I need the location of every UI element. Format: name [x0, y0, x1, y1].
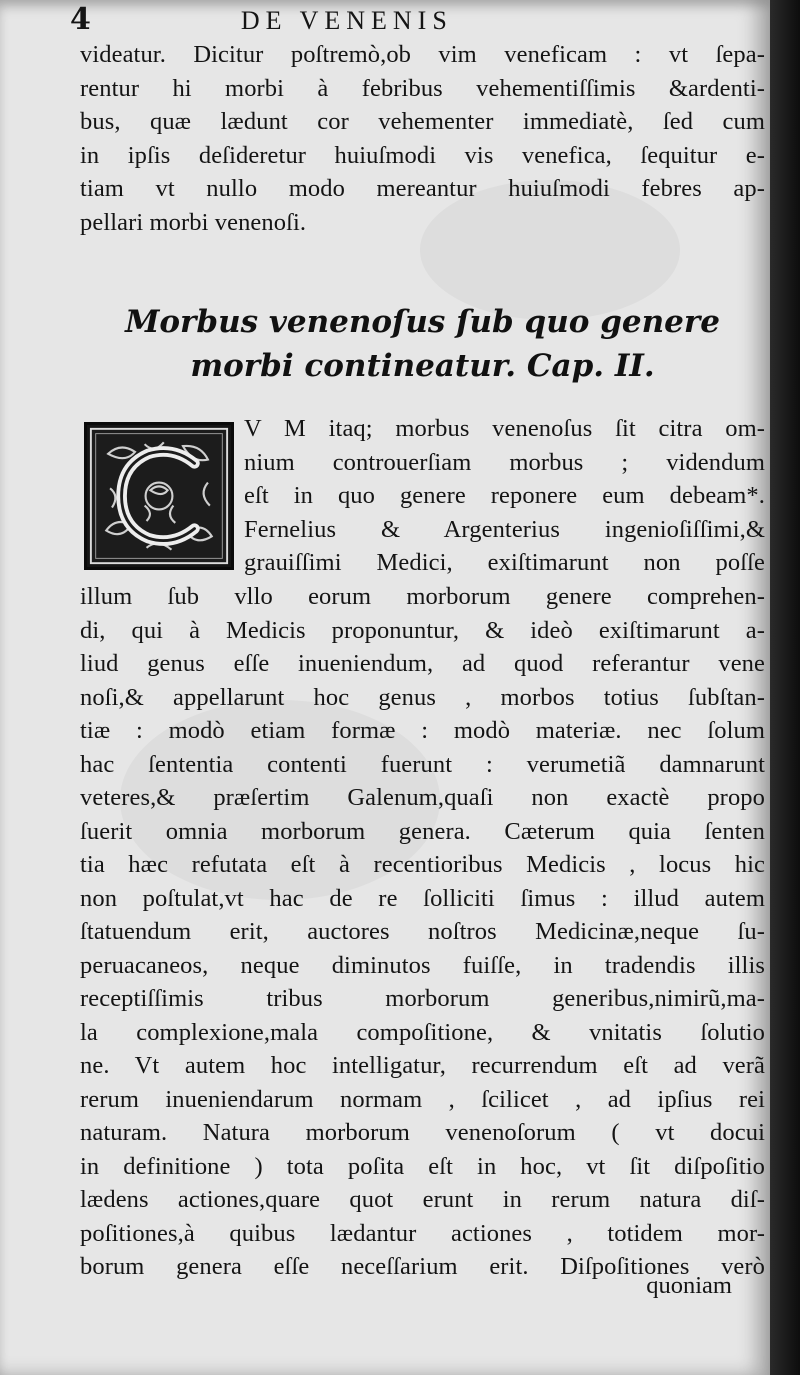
text-line: lædens actiones,quare quot erunt in rerum natura diſ-: [80, 1186, 765, 1213]
text-line: ſtatuendum erit, auctores noſtros Medicinæ,neque ſu-: [80, 918, 765, 945]
text-line: tiæ : modò etiam formæ : modò materiæ. nec ſolum: [80, 717, 765, 744]
text-line: rerum inueniendarum normam , ſcilicet , ad ipſius rei: [80, 1085, 765, 1113]
intro-paragraph: [80, 38, 765, 239]
text-line: di, qui à Medicis proponuntur, & ideò exiſtimarunt a-: [80, 616, 765, 644]
text-line: illum ſub vllo eorum morborum genere comprehen-: [80, 583, 765, 610]
text-line: tia hæc refutata eſt à recentioribus Medicis , locus hic: [80, 851, 765, 878]
text-line: la complexione,mala compoſitione, & vnitatis ſolutio: [80, 1018, 765, 1046]
text-line: hac ſententia contenti fuerunt : verumetiã damnarunt: [80, 750, 765, 778]
text-line: V M itaq; morbus venenoſus ſit citra om-: [244, 415, 765, 442]
text-line: naturam. Natura morborum venenoſorum ( vt docui: [80, 1119, 765, 1146]
text-line: ſuerit omnia morborum genera. Cæterum quia ſenten: [80, 817, 765, 845]
chapter-heading-line: Morbus venenoſus ſub quo genere: [125, 304, 720, 340]
ornamental-initial: [84, 422, 234, 570]
text-line: eſt in quo genere reponere eum debeam*.: [244, 482, 765, 509]
text-line: nium controuerſiam morbus ; videndum: [244, 448, 765, 476]
floral-initial-icon: [87, 425, 231, 567]
text-line: ne. Vt autem hoc intelligatur, recurrendum eſt ad verã: [80, 1052, 765, 1079]
text-line: non poſtulat,vt hac de re ſolliciti ſimus : illud autem: [80, 884, 765, 912]
text-line: pellari morbi venenoſi.: [80, 208, 307, 236]
text-line: in definitione ) tota poſita eſt in hoc, vt ſit diſpoſitio: [80, 1152, 765, 1180]
text-line: rentur hi morbi à febribus vehementiſſimis &ardenti-: [80, 74, 765, 102]
text-line: poſitiones,à quibus lædantur actiones , totidem mor-: [80, 1219, 765, 1247]
text-line: in ipſis deſideretur huiuſmodi vis venefica, ſequitur e-: [80, 141, 765, 169]
text-line: bus, quæ lædunt cor vehementer immediatè, ſed cum: [80, 108, 765, 135]
text-line: veteres,& præſertim Galenum,quaſi non exactè propo: [80, 784, 765, 811]
page-number: 4: [70, 2, 91, 37]
text-line: borum genera eſſe neceſſarium erit. Diſpoſitiones verò: [80, 1253, 765, 1280]
text-line: peruacaneos, neque diminutos fuiſſe, in tradendis illis: [80, 951, 765, 979]
running-head: [70, 2, 730, 36]
text-line: tiam vt nullo modo mereantur huiuſmodi febres ap-: [80, 175, 765, 202]
text-line: liud genus eſſe inueniendum, ad quod referantur vene: [80, 650, 765, 677]
text-line: receptiſſimis tribus morborum generibus,nimirũ,ma-: [80, 985, 765, 1012]
running-title: DE VENENIS: [240, 6, 453, 35]
text-line: Fernelius & Argenterius ingenioſiſſimi,&: [244, 515, 765, 543]
chapter-heading-line: morbi contineatur. Cap. II.: [190, 348, 655, 384]
page-gutter-shadow: [770, 0, 800, 1375]
text-line: noſi,& appellarunt hoc genus , morbos totius ſubſtan-: [80, 683, 765, 711]
body-paragraph-beside-initial: [244, 412, 765, 580]
chapter-heading: [80, 300, 765, 388]
text-line: videatur. Dicitur poſtremò,ob vim veneficam : vt ſepa-: [80, 41, 765, 68]
body-paragraph: [80, 580, 765, 1284]
catchword: quoniam: [646, 1272, 732, 1299]
text-line: grauiſſimi Medici, exiſtimarunt non poſſe: [244, 549, 765, 576]
